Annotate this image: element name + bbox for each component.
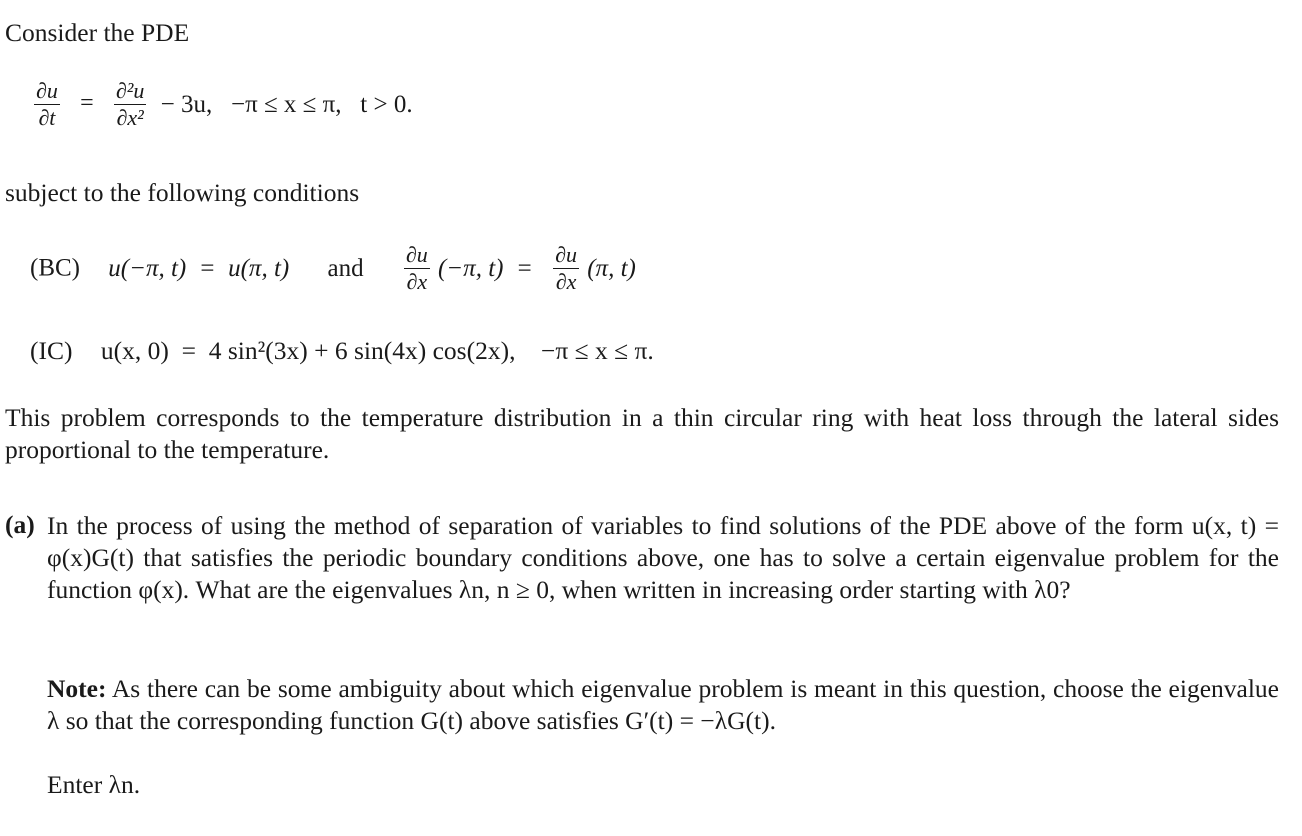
enter-prompt: Enter λn. [47,770,141,799]
intro-text: Consider the PDE [5,18,190,47]
bc-du-2: ∂u [555,242,577,267]
note-paragraph [47,673,1279,737]
note-text: As there can be some ambiguity about which eigenvalue problem is meant in this question, choose the eigenvalue λ so that the corresponding function G(t) above satisfies G′(t) = −λG(t). [47,674,1280,735]
bc-arg2: (π, t) [587,254,636,282]
note-label: Note: [47,674,107,703]
equals-sign: = [80,90,94,117]
bc-du-dx-fraction-2 [553,244,579,293]
description-paragraph: This problem corresponds to the temperature distribution in a thin circular ring with heat loss through the lateral sides proportional to the temperature. [5,403,1279,464]
ic-label: (IC) [30,336,73,365]
bc-du-1: ∂u [405,242,428,267]
du-numerator: ∂u [36,78,58,103]
ic-equation [30,336,654,366]
pde-rest: − 3u, −π ≤ x ≤ π, t > 0. [160,90,413,118]
subject-text: subject to the following conditions [5,178,360,207]
bc-label: (BC) [30,254,80,282]
bc-left: u(−π, t) = u(π, t) [108,254,290,282]
bc-and: and [327,254,364,282]
bc-du-dx-fraction-1 [404,244,430,293]
pde-equation [34,80,413,142]
part-a-label: (a) [5,510,35,539]
ic-expr: u(x, 0) = 4 sin²(3x) + 6 sin(4x) cos(2x), −π ≤ x ≤ π. [100,336,654,365]
dt-denominator: ∂t [38,105,56,130]
bc-dx-1: ∂x [406,269,428,294]
bc-dx-2: ∂x [555,269,577,294]
part-a-text: In the process of using the method of separation of variables to find solutions of the PDE above of the form u(x, t) = φ(x)G(t) that satisfies the periodic boundary conditions above, one has to solve a certain eigenvalue problem for the function φ(x). What are the eigenvalues λn, n ≥ 0, when written in increasing order starting with λ0? [47,511,1279,604]
d2u-numerator: ∂²u [115,78,145,103]
dx2-denominator: ∂x² [116,105,144,130]
d2u-dx2-fraction [114,80,146,129]
du-dt-fraction [34,80,60,129]
bc-arg1: (−π, t) = [437,254,533,282]
bc-equation [30,244,636,293]
